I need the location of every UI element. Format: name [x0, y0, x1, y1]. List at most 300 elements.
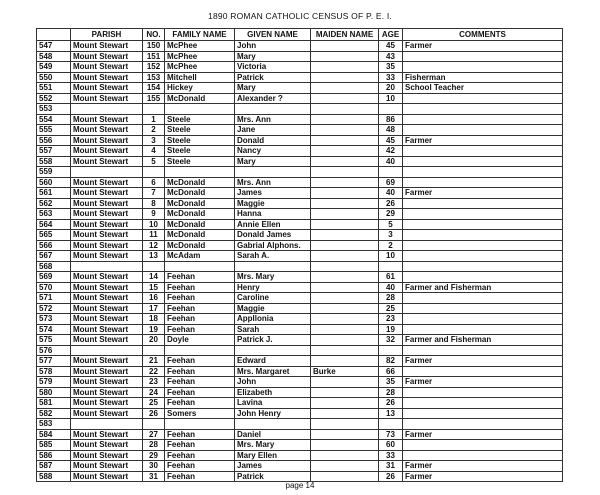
table-row	[37, 41, 563, 52]
given-name-cell: Mrs. Margaret	[235, 366, 311, 377]
given-name-cell: Victoria	[235, 62, 311, 73]
family-name-cell	[165, 345, 235, 356]
age-cell	[379, 345, 403, 356]
row-number: 563	[37, 209, 71, 220]
no-cell: 7	[143, 188, 165, 199]
family-name-cell: Feehan	[165, 366, 235, 377]
row-number: 578	[37, 366, 71, 377]
maiden-name-cell	[311, 156, 379, 167]
table-row	[37, 251, 563, 262]
row-number: 582	[37, 408, 71, 419]
parish-cell	[71, 167, 143, 178]
given-name-cell	[235, 345, 311, 356]
family-name-cell: Somers	[165, 408, 235, 419]
row-number: 566	[37, 240, 71, 251]
comments-cell	[403, 387, 563, 398]
comments-cell	[403, 156, 563, 167]
no-cell: 19	[143, 324, 165, 335]
comments-cell	[403, 219, 563, 230]
table-row	[37, 167, 563, 178]
family-name-cell: McDonald	[165, 177, 235, 188]
maiden-name-cell	[311, 377, 379, 388]
given-name-cell: Appllonia	[235, 314, 311, 325]
comments-cell	[403, 177, 563, 188]
maiden-name-cell	[311, 261, 379, 272]
comments-cell	[403, 240, 563, 251]
table-row	[37, 114, 563, 125]
comments-cell	[403, 450, 563, 461]
parish-cell: Mount Stewart	[71, 387, 143, 398]
maiden-name-cell	[311, 104, 379, 115]
maiden-name-cell	[311, 471, 379, 482]
table-row	[37, 335, 563, 346]
no-cell: 26	[143, 408, 165, 419]
comments-cell	[403, 167, 563, 178]
age-cell: 45	[379, 135, 403, 146]
table-row	[37, 471, 563, 482]
family-name-cell: Feehan	[165, 282, 235, 293]
family-name-cell: Feehan	[165, 324, 235, 335]
age-cell: 35	[379, 62, 403, 73]
family-name-cell: McDonald	[165, 230, 235, 241]
comments-cell: Farmer	[403, 188, 563, 199]
given-name-cell: John	[235, 377, 311, 388]
family-name-cell: Feehan	[165, 377, 235, 388]
age-cell: 73	[379, 429, 403, 440]
given-name-cell: Daniel	[235, 429, 311, 440]
no-cell: 6	[143, 177, 165, 188]
header-no: NO.	[143, 29, 165, 41]
parish-cell	[71, 104, 143, 115]
no-cell: 27	[143, 429, 165, 440]
family-name-cell: Steele	[165, 156, 235, 167]
age-cell: 10	[379, 251, 403, 262]
row-number: 586	[37, 450, 71, 461]
family-name-cell: Feehan	[165, 272, 235, 283]
given-name-cell: Annie Ellen	[235, 219, 311, 230]
table-row	[37, 125, 563, 136]
given-name-cell: Mary	[235, 51, 311, 62]
family-name-cell: Feehan	[165, 356, 235, 367]
header-family-name: FAMILY NAME	[165, 29, 235, 41]
given-name-cell: Mrs. Ann	[235, 177, 311, 188]
row-number: 574	[37, 324, 71, 335]
family-name-cell	[165, 104, 235, 115]
no-cell: 23	[143, 377, 165, 388]
comments-cell: Farmer	[403, 41, 563, 52]
table-row	[37, 461, 563, 472]
no-cell: 29	[143, 450, 165, 461]
given-name-cell: Edward	[235, 356, 311, 367]
given-name-cell: Hanna	[235, 209, 311, 220]
maiden-name-cell: Burke	[311, 366, 379, 377]
maiden-name-cell	[311, 198, 379, 209]
given-name-cell: Mary Ellen	[235, 450, 311, 461]
no-cell: 17	[143, 303, 165, 314]
parish-cell: Mount Stewart	[71, 251, 143, 262]
row-number: 560	[37, 177, 71, 188]
no-cell: 9	[143, 209, 165, 220]
given-name-cell: Donald James	[235, 230, 311, 241]
row-number: 583	[37, 419, 71, 430]
row-number: 562	[37, 198, 71, 209]
age-cell: 29	[379, 209, 403, 220]
parish-cell: Mount Stewart	[71, 324, 143, 335]
maiden-name-cell	[311, 345, 379, 356]
row-number: 556	[37, 135, 71, 146]
parish-cell: Mount Stewart	[71, 240, 143, 251]
row-number: 579	[37, 377, 71, 388]
row-number: 549	[37, 62, 71, 73]
age-cell: 43	[379, 51, 403, 62]
no-cell: 15	[143, 282, 165, 293]
row-number: 576	[37, 345, 71, 356]
no-cell	[143, 104, 165, 115]
table-row	[37, 146, 563, 157]
no-cell: 12	[143, 240, 165, 251]
given-name-cell: James	[235, 461, 311, 472]
given-name-cell: Gabrial Alphons.	[235, 240, 311, 251]
family-name-cell: Feehan	[165, 293, 235, 304]
family-name-cell: Mitchell	[165, 72, 235, 83]
table-row	[37, 261, 563, 272]
table-row	[37, 198, 563, 209]
parish-cell: Mount Stewart	[71, 41, 143, 52]
family-name-cell: Feehan	[165, 450, 235, 461]
given-name-cell	[235, 261, 311, 272]
parish-cell: Mount Stewart	[71, 282, 143, 293]
row-number: 554	[37, 114, 71, 125]
header-given-name: GIVEN NAME	[235, 29, 311, 41]
given-name-cell: Mary	[235, 156, 311, 167]
no-cell: 22	[143, 366, 165, 377]
header-rownum	[37, 29, 71, 41]
row-number: 570	[37, 282, 71, 293]
parish-cell: Mount Stewart	[71, 314, 143, 325]
given-name-cell: Lavina	[235, 398, 311, 409]
row-number: 555	[37, 125, 71, 136]
age-cell	[379, 261, 403, 272]
comments-cell	[403, 366, 563, 377]
comments-cell	[403, 440, 563, 451]
given-name-cell: Patrick	[235, 72, 311, 83]
no-cell: 151	[143, 51, 165, 62]
parish-cell	[71, 419, 143, 430]
family-name-cell: Doyle	[165, 335, 235, 346]
row-number: 569	[37, 272, 71, 283]
given-name-cell: Alexander ?	[235, 93, 311, 104]
family-name-cell: McPhee	[165, 41, 235, 52]
age-cell: 5	[379, 219, 403, 230]
given-name-cell: Elizabeth	[235, 387, 311, 398]
maiden-name-cell	[311, 272, 379, 283]
parish-cell: Mount Stewart	[71, 72, 143, 83]
row-number: 588	[37, 471, 71, 482]
maiden-name-cell	[311, 51, 379, 62]
maiden-name-cell	[311, 387, 379, 398]
maiden-name-cell	[311, 177, 379, 188]
maiden-name-cell	[311, 293, 379, 304]
row-number: 557	[37, 146, 71, 157]
table-row	[37, 419, 563, 430]
comments-cell	[403, 125, 563, 136]
age-cell: 26	[379, 471, 403, 482]
parish-cell: Mount Stewart	[71, 408, 143, 419]
table-row	[37, 272, 563, 283]
age-cell: 48	[379, 125, 403, 136]
comments-cell: Farmer	[403, 135, 563, 146]
header-maiden-name: MAIDEN NAME	[311, 29, 379, 41]
family-name-cell: Hickey	[165, 83, 235, 94]
table-row	[37, 83, 563, 94]
table-row	[37, 398, 563, 409]
page-number: page 14	[285, 481, 315, 490]
parish-cell: Mount Stewart	[71, 219, 143, 230]
table-row	[37, 72, 563, 83]
table-row	[37, 314, 563, 325]
no-cell: 31	[143, 471, 165, 482]
parish-cell: Mount Stewart	[71, 335, 143, 346]
maiden-name-cell	[311, 240, 379, 251]
maiden-name-cell	[311, 146, 379, 157]
comments-cell: School Teacher	[403, 83, 563, 94]
maiden-name-cell	[311, 408, 379, 419]
maiden-name-cell	[311, 219, 379, 230]
comments-cell	[403, 261, 563, 272]
age-cell: 2	[379, 240, 403, 251]
table-row	[37, 188, 563, 199]
comments-cell	[403, 146, 563, 157]
table-row	[37, 240, 563, 251]
table-row	[37, 209, 563, 220]
maiden-name-cell	[311, 251, 379, 262]
parish-cell: Mount Stewart	[71, 51, 143, 62]
comments-cell: Farmer and Fisherman	[403, 335, 563, 346]
maiden-name-cell	[311, 419, 379, 430]
age-cell: 61	[379, 272, 403, 283]
row-number: 587	[37, 461, 71, 472]
parish-cell: Mount Stewart	[71, 450, 143, 461]
comments-cell	[403, 293, 563, 304]
comments-cell: Farmer	[403, 429, 563, 440]
parish-cell: Mount Stewart	[71, 83, 143, 94]
given-name-cell: Mrs. Mary	[235, 272, 311, 283]
family-name-cell: Feehan	[165, 387, 235, 398]
family-name-cell	[165, 167, 235, 178]
no-cell: 11	[143, 230, 165, 241]
parish-cell: Mount Stewart	[71, 356, 143, 367]
age-cell: 28	[379, 387, 403, 398]
row-number: 565	[37, 230, 71, 241]
family-name-cell: McPhee	[165, 51, 235, 62]
maiden-name-cell	[311, 303, 379, 314]
no-cell: 4	[143, 146, 165, 157]
row-number: 553	[37, 104, 71, 115]
family-name-cell: Feehan	[165, 303, 235, 314]
given-name-cell	[235, 104, 311, 115]
no-cell: 5	[143, 156, 165, 167]
parish-cell: Mount Stewart	[71, 303, 143, 314]
table-row	[37, 51, 563, 62]
table-row	[37, 293, 563, 304]
maiden-name-cell	[311, 41, 379, 52]
row-number: 581	[37, 398, 71, 409]
row-number: 548	[37, 51, 71, 62]
maiden-name-cell	[311, 324, 379, 335]
row-number: 568	[37, 261, 71, 272]
table-row	[37, 408, 563, 419]
no-cell: 30	[143, 461, 165, 472]
maiden-name-cell	[311, 93, 379, 104]
comments-cell	[403, 408, 563, 419]
census-body	[37, 41, 563, 482]
header-comments: COMMENTS	[403, 29, 563, 41]
comments-cell	[403, 272, 563, 283]
maiden-name-cell	[311, 114, 379, 125]
maiden-name-cell	[311, 188, 379, 199]
age-cell: 42	[379, 146, 403, 157]
given-name-cell: Mrs. Ann	[235, 114, 311, 125]
comments-cell	[403, 398, 563, 409]
family-name-cell: Feehan	[165, 440, 235, 451]
comments-cell	[403, 114, 563, 125]
comments-cell	[403, 303, 563, 314]
parish-cell: Mount Stewart	[71, 135, 143, 146]
age-cell: 23	[379, 314, 403, 325]
maiden-name-cell	[311, 429, 379, 440]
row-number: 585	[37, 440, 71, 451]
maiden-name-cell	[311, 167, 379, 178]
comments-cell: Farmer	[403, 377, 563, 388]
age-cell: 35	[379, 377, 403, 388]
family-name-cell: McDonald	[165, 209, 235, 220]
table-row	[37, 135, 563, 146]
no-cell	[143, 167, 165, 178]
age-cell: 26	[379, 398, 403, 409]
census-table	[36, 28, 563, 482]
given-name-cell: Sarah A.	[235, 251, 311, 262]
parish-cell: Mount Stewart	[71, 440, 143, 451]
row-number: 551	[37, 83, 71, 94]
family-name-cell	[165, 419, 235, 430]
document-title: 1890 ROMAN CATHOLIC CENSUS OF P. E. I.	[208, 11, 392, 21]
given-name-cell	[235, 167, 311, 178]
row-number: 550	[37, 72, 71, 83]
given-name-cell: Maggie	[235, 303, 311, 314]
parish-cell: Mount Stewart	[71, 177, 143, 188]
parish-cell	[71, 261, 143, 272]
parish-cell: Mount Stewart	[71, 198, 143, 209]
age-cell: 40	[379, 188, 403, 199]
comments-cell	[403, 251, 563, 262]
given-name-cell: Maggie	[235, 198, 311, 209]
row-number: 567	[37, 251, 71, 262]
parish-cell: Mount Stewart	[71, 114, 143, 125]
family-name-cell: Feehan	[165, 461, 235, 472]
age-cell: 28	[379, 293, 403, 304]
header-parish: PARISH	[71, 29, 143, 41]
family-name-cell: Feehan	[165, 314, 235, 325]
row-number: 580	[37, 387, 71, 398]
given-name-cell: Sarah	[235, 324, 311, 335]
given-name-cell: Caroline	[235, 293, 311, 304]
given-name-cell: Henry	[235, 282, 311, 293]
no-cell: 28	[143, 440, 165, 451]
comments-cell: Farmer	[403, 356, 563, 367]
given-name-cell: Patrick	[235, 471, 311, 482]
maiden-name-cell	[311, 125, 379, 136]
table-row	[37, 345, 563, 356]
parish-cell: Mount Stewart	[71, 366, 143, 377]
family-name-cell: McDonald	[165, 198, 235, 209]
age-cell	[379, 419, 403, 430]
table-row	[37, 219, 563, 230]
parish-cell: Mount Stewart	[71, 293, 143, 304]
no-cell: 24	[143, 387, 165, 398]
family-name-cell: McDonald	[165, 240, 235, 251]
table-row	[37, 356, 563, 367]
table-row	[37, 440, 563, 451]
family-name-cell: Steele	[165, 125, 235, 136]
given-name-cell: Patrick J.	[235, 335, 311, 346]
comments-cell	[403, 419, 563, 430]
given-name-cell	[235, 419, 311, 430]
family-name-cell	[165, 261, 235, 272]
table-row	[37, 377, 563, 388]
maiden-name-cell	[311, 450, 379, 461]
maiden-name-cell	[311, 135, 379, 146]
table-row	[37, 303, 563, 314]
age-cell	[379, 167, 403, 178]
age-cell: 32	[379, 335, 403, 346]
given-name-cell: Mrs. Mary	[235, 440, 311, 451]
comments-cell	[403, 314, 563, 325]
table-row	[37, 324, 563, 335]
age-cell: 20	[379, 83, 403, 94]
table-row	[37, 177, 563, 188]
age-cell: 26	[379, 198, 403, 209]
table-row	[37, 387, 563, 398]
family-name-cell: Feehan	[165, 398, 235, 409]
maiden-name-cell	[311, 83, 379, 94]
no-cell: 2	[143, 125, 165, 136]
no-cell	[143, 261, 165, 272]
row-number: 559	[37, 167, 71, 178]
row-number: 577	[37, 356, 71, 367]
row-number: 571	[37, 293, 71, 304]
family-name-cell: Steele	[165, 146, 235, 157]
no-cell: 14	[143, 272, 165, 283]
comments-cell	[403, 104, 563, 115]
maiden-name-cell	[311, 209, 379, 220]
age-cell	[379, 104, 403, 115]
age-cell: 45	[379, 41, 403, 52]
header-age: AGE	[379, 29, 403, 41]
parish-cell: Mount Stewart	[71, 188, 143, 199]
age-cell: 19	[379, 324, 403, 335]
age-cell: 69	[379, 177, 403, 188]
given-name-cell: James	[235, 188, 311, 199]
family-name-cell: McDonald	[165, 93, 235, 104]
given-name-cell: John	[235, 41, 311, 52]
given-name-cell: Nancy	[235, 146, 311, 157]
table-row	[37, 282, 563, 293]
age-cell: 25	[379, 303, 403, 314]
header-row	[37, 29, 563, 41]
comments-cell	[403, 62, 563, 73]
age-cell: 13	[379, 408, 403, 419]
family-name-cell: Steele	[165, 135, 235, 146]
